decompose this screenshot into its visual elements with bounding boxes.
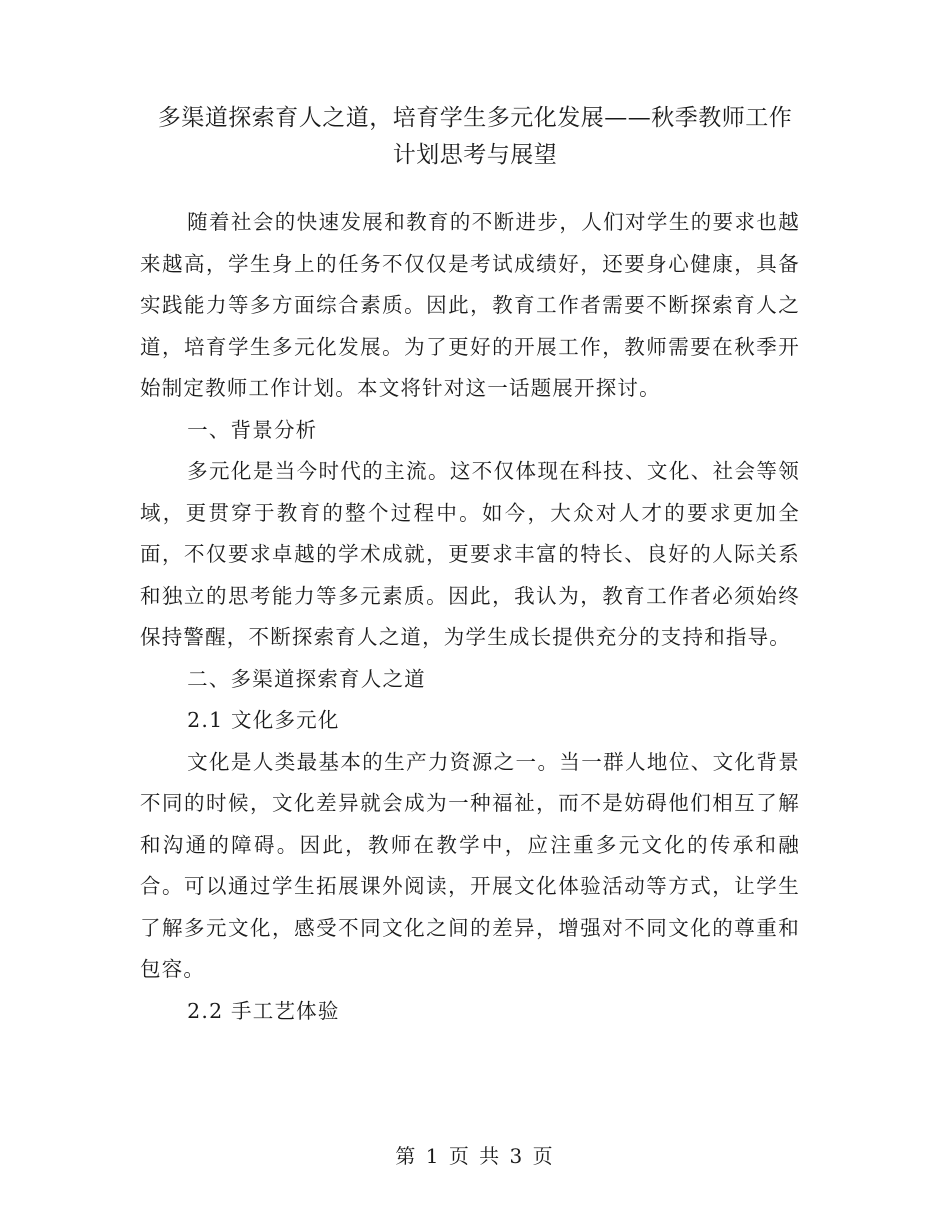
title-line-2: 计划思考与展望 [392,142,558,168]
section-heading-multichannel: 二、多渠道探索育人之道 [187,666,426,691]
paragraph-background: 多元化是当今时代的主流。这不仅体现在科技、文化、社会等领域，更贯穿于教育的整个过程中。如今，大众对人才的要求更加全面，不仅要求卓越的学术成就，更要求丰富的特长、良好的人际关系和独立的思考能力等多元素质。因此，我认为，教育工作者必须始终保持警醒，不断探索育人之道，为学生成长提供充分的支持和指导。 [140,459,800,649]
document-body [140,202,800,1032]
subsection-heading-handcraft: 2.2 手工艺体验 [187,998,340,1023]
page-number-footer: 第 1 页 共 3 页 [395,1144,555,1168]
subsection-heading-culture: 2.1 文化多元化 [187,708,340,732]
section-heading-background: 一、背景分析 [187,417,318,442]
title-line-1: 多渠道探索育人之道，培育学生多元化发展——秋季教师工作 [157,105,793,131]
paragraph-culture: 文化是人类最基本的生产力资源之一。当一群人地位、文化背景不同的时候，文化差异就会成为一种福祉，而不是妨碍他们相互了解和沟通的障碍。因此，教师在教学中，应注重多元文化的传承和融合。可以通过学生拓展课外阅读，开展文化体验活动等方式，让学生了解多元文化，感受不同文化之间的差异，增强对不同文化的尊重和包容。 [140,749,800,981]
document-title [120,100,830,174]
paragraph-intro: 随着社会的快速发展和教育的不断进步，人们对学生的要求也越来越高，学生身上的任务不仅仅是考试成绩好，还要身心健康，具备实践能力等多方面综合素质。因此，教育工作者需要不断探索育人之道，培育学生多元化发展。为了更好的开展工作，教师需要在秋季开始制定教师工作计划。本文将针对这一话题展开探讨。 [140,210,800,400]
